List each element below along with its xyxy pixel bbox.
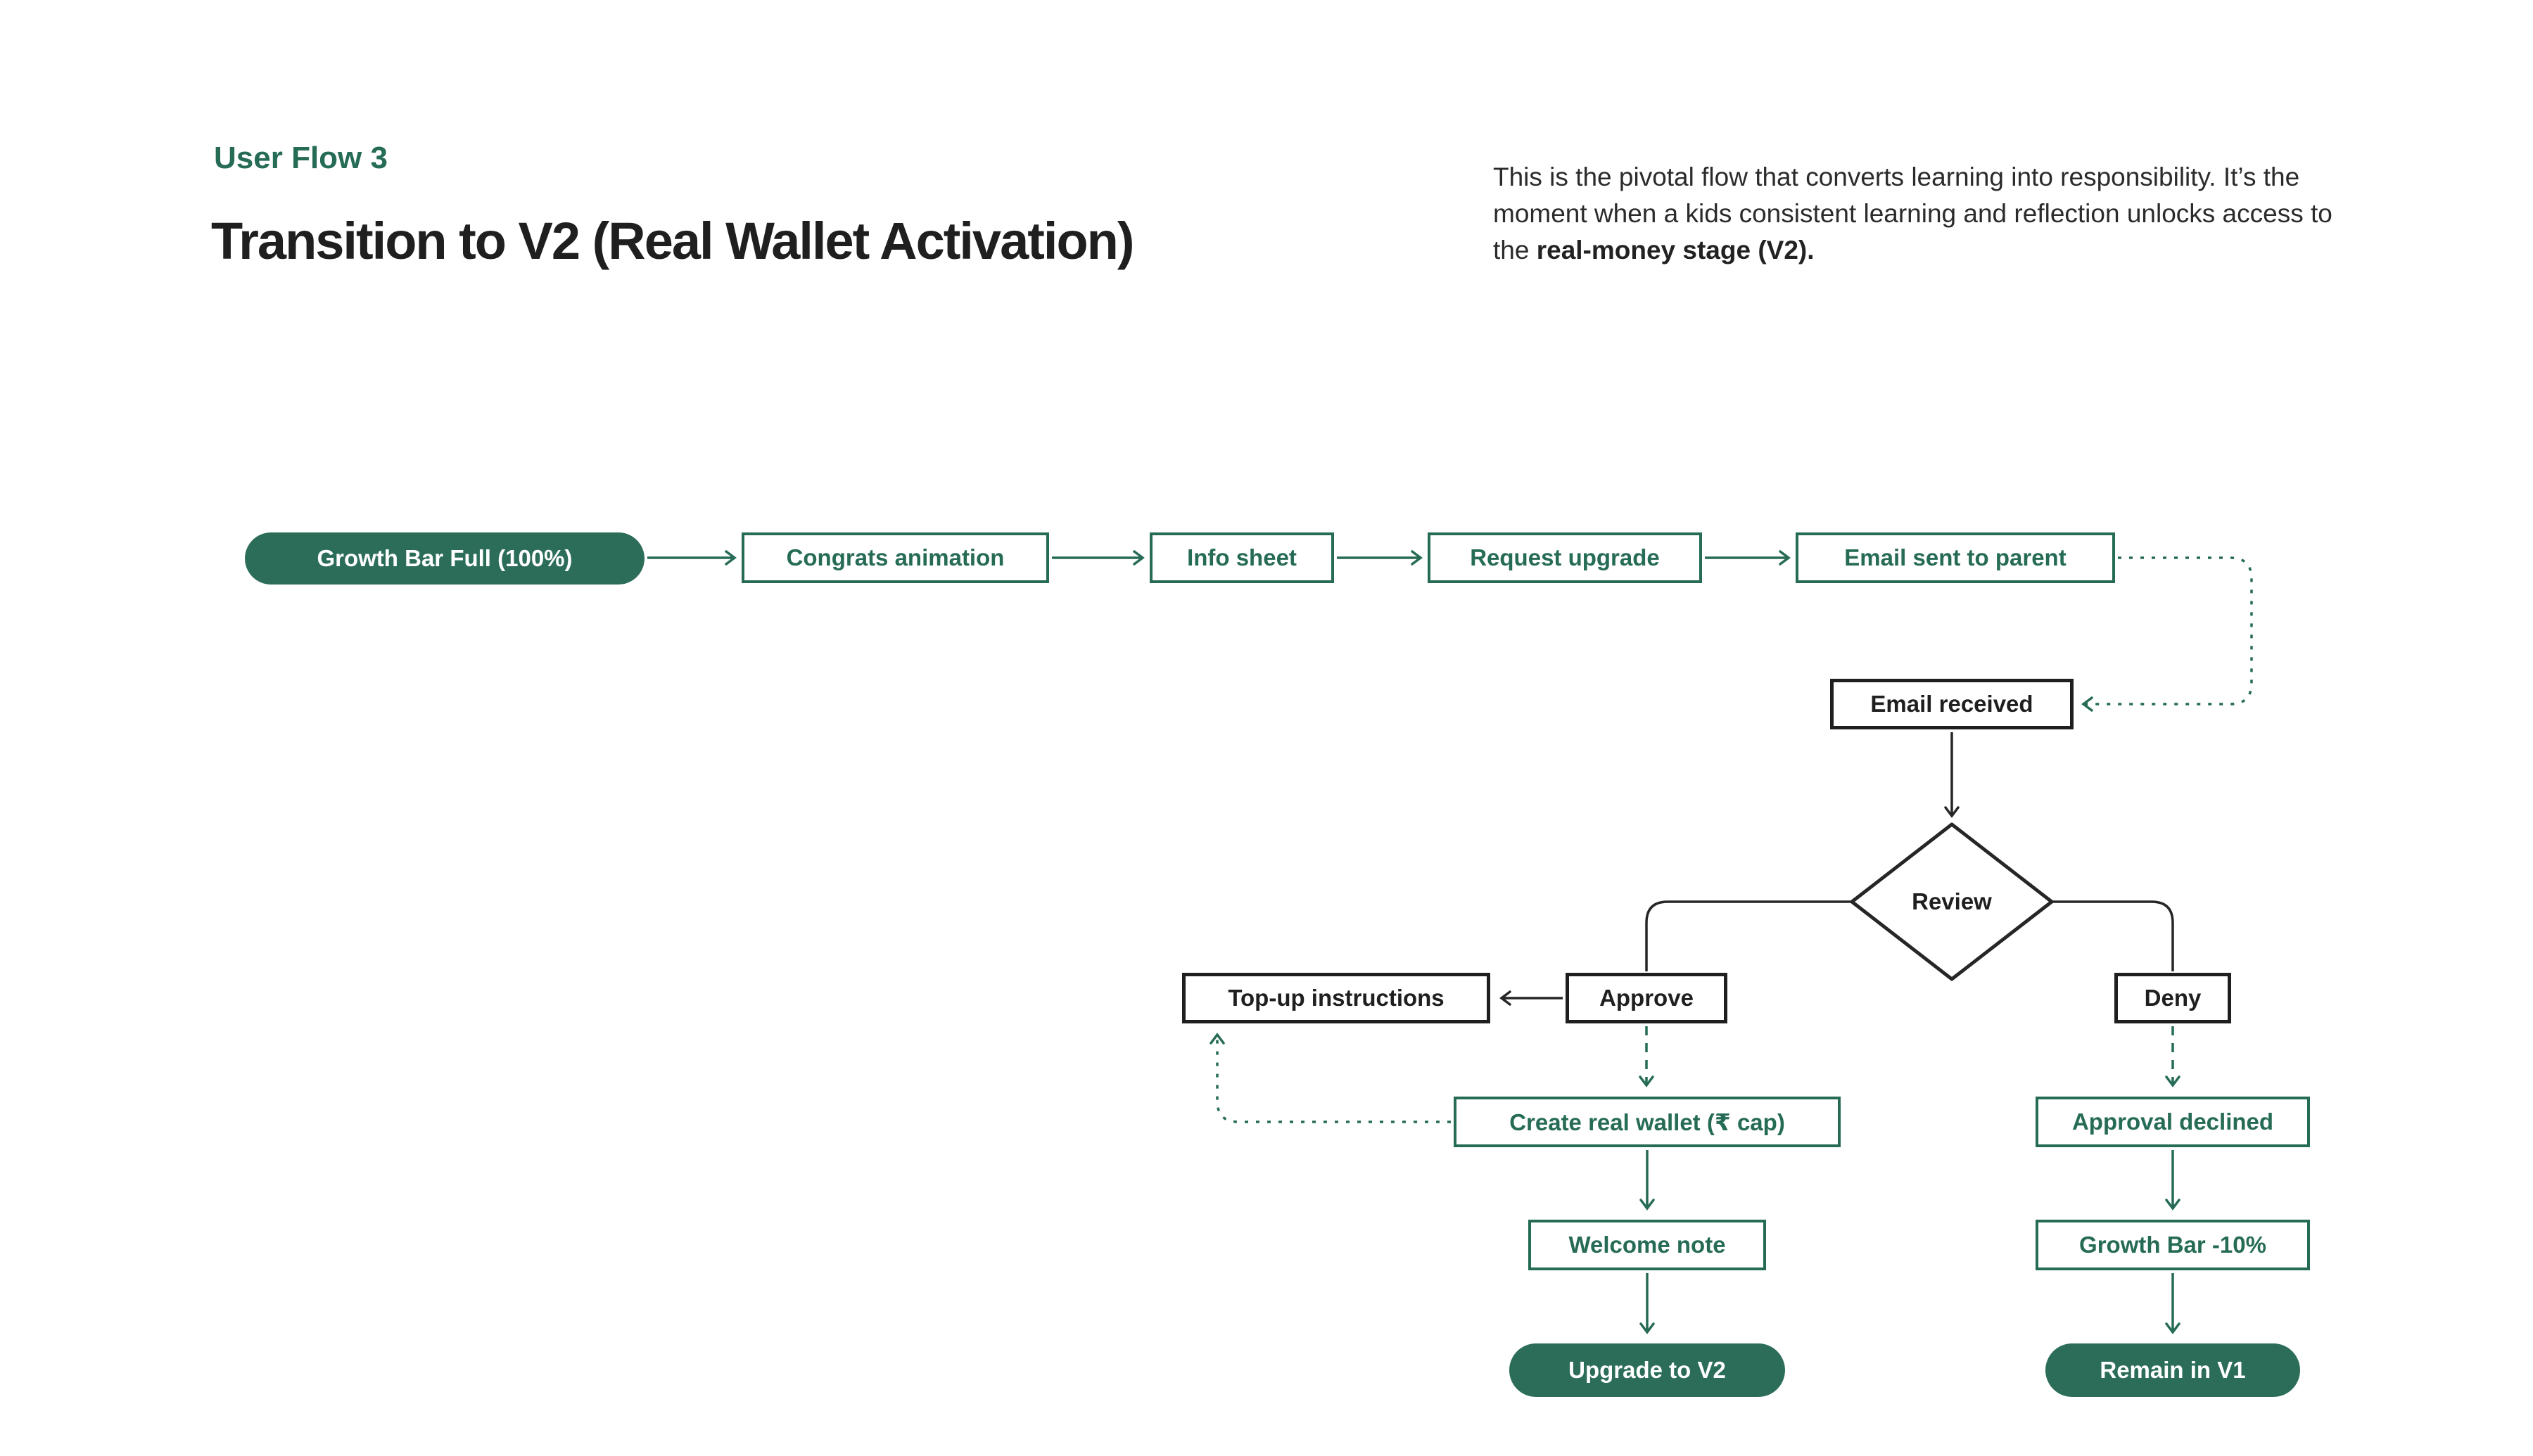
node-growth-bar-minus-10[interactable] [2036,1220,2310,1270]
node-label: Congrats animation [786,544,1005,570]
description-bold-text: real-money stage (V2). [1536,236,1815,264]
description-text: This is the pivotal flow that converts learning into responsibility. It’s the moment when a kids consistent learning and reflection unlocks access to the [1493,162,2332,264]
connector-review-to-deny [2052,902,2173,971]
node-label: Email sent to parent [1844,544,2067,570]
node-label: Approval declined [2071,1109,2274,1135]
node-growth-bar-full[interactable] [245,532,645,585]
node-label: Request upgrade [1470,544,1660,570]
node-remain-in-v1[interactable] [2045,1343,2300,1397]
node-create-real-wallet[interactable] [1454,1097,1841,1147]
node-label: Upgrade to V2 [1568,1357,1726,1383]
node-review-label [1852,885,2052,919]
node-label: Approve [1599,985,1694,1011]
node-label: Top-up instructions [1228,985,1445,1011]
node-email-received[interactable] [1830,679,2074,729]
node-label: Growth Bar Full (100%) [317,545,573,571]
node-label: Remain in V1 [2100,1357,2246,1383]
node-congrats-animation[interactable] [742,532,1049,583]
node-request-upgrade[interactable] [1428,532,1702,583]
node-label: Review [1912,888,1992,914]
node-label: Growth Bar -10% [2079,1232,2266,1258]
connector-createwallet-to-topup [1217,1035,1451,1122]
node-label: Email received [1870,691,2033,717]
node-info-sheet[interactable] [1150,532,1334,583]
node-topup-instructions[interactable] [1182,973,1490,1023]
node-label: Welcome note [1568,1232,1726,1258]
node-deny[interactable] [2114,973,2231,1023]
node-welcome-note[interactable] [1528,1220,1766,1270]
flow-eyebrow: User Flow 3 [214,141,388,175]
node-label: Info sheet [1187,544,1297,570]
node-label: Create real wallet (₹ cap) [1509,1109,1785,1135]
node-approve[interactable] [1566,973,1727,1023]
connector-review-to-approve [1646,902,1852,971]
page-title: Transition to V2 (Real Wallet Activation) [211,212,1134,270]
node-label: Deny [2144,985,2202,1011]
node-email-sent-to-parent[interactable] [1796,532,2115,583]
node-approval-declined[interactable] [2036,1097,2310,1147]
node-upgrade-to-v2[interactable] [1509,1343,1785,1397]
